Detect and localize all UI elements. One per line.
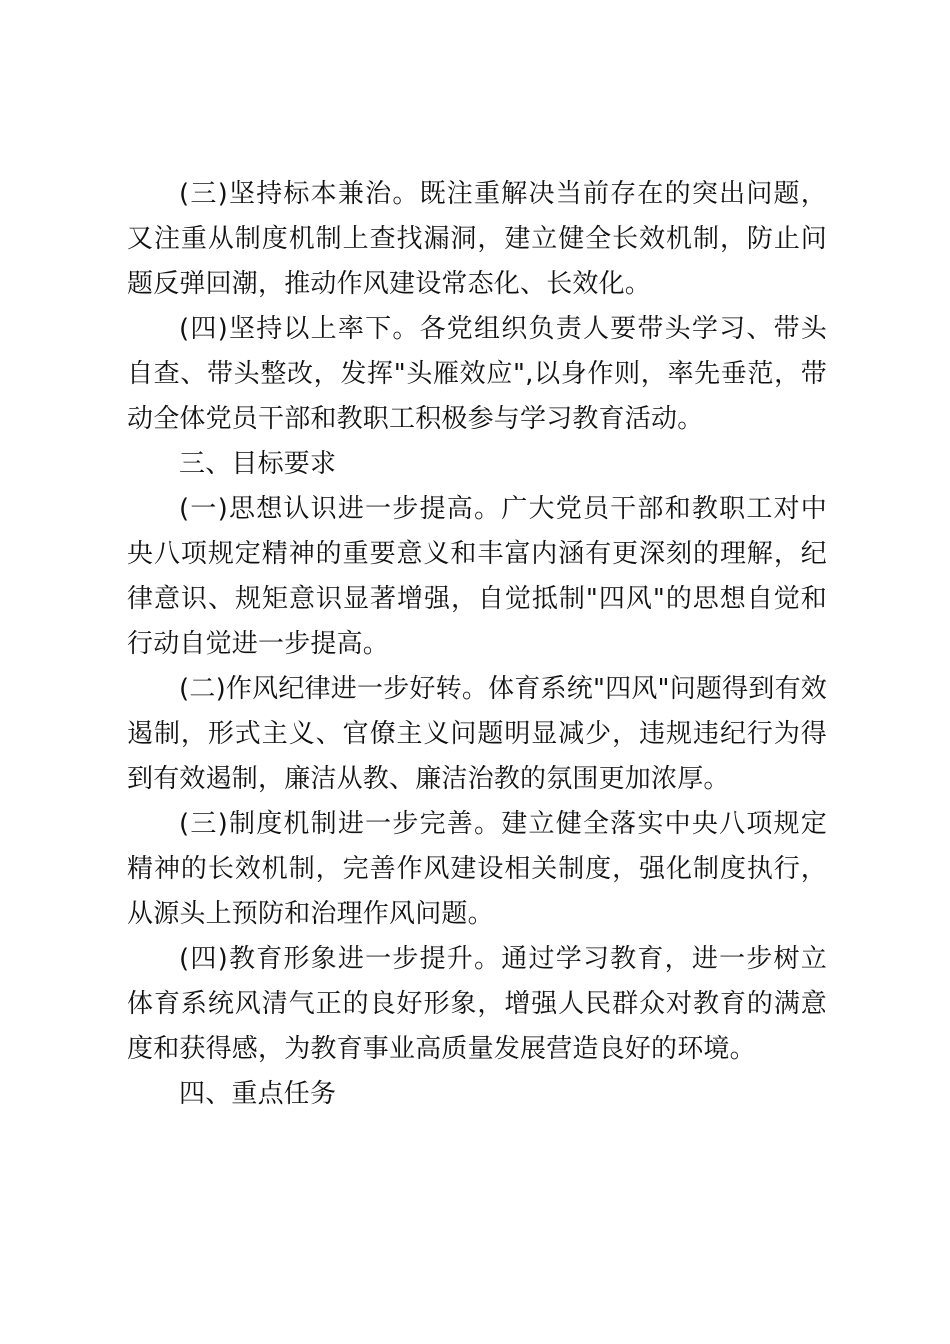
- paragraph-goal-discipline: (二)作风纪律进一步好转。体育系统"四风"问题得到有效遏制，形式主义、官僚主义问题明显减少，违规违纪行为得到有效遏制，廉洁从教、廉洁治教的氛围更加浓厚。: [127, 674, 827, 794]
- section-heading-key-tasks: 四、重点任务: [179, 1079, 337, 1109]
- section-heading-goals: 三、目标要求: [179, 449, 337, 479]
- paragraph-adhere-root-and-symptom: (三)坚持标本兼治。既注重解决当前存在的突出问题，又注重从制度机制上查找漏洞，建立健全长效机制，防止问题反弹回潮，推动作风建设常态化、长效化。: [127, 179, 827, 299]
- paragraph-goal-awareness: (一)思想认识进一步提高。广大党员干部和教职工对中央八项规定精神的重要意义和丰富内涵有更深刻的理解，纪律意识、规矩意识显著增强，自觉抵制"四风"的思想自觉和行动自觉进一步提高。: [127, 494, 827, 659]
- document-body: [127, 172, 827, 1117]
- paragraph-goal-institutions: (三)制度机制进一步完善。建立健全落实中央八项规定精神的长效机制，完善作风建设相关制度，强化制度执行，从源头上预防和治理作风问题。: [127, 809, 827, 929]
- paragraph-goal-image: (四)教育形象进一步提升。通过学习教育，进一步树立体育系统风清气正的良好形象，增强人民群众对教育的满意度和获得感，为教育事业高质量发展营造良好的环境。: [127, 944, 827, 1064]
- paragraph-lead-by-example: (四)坚持以上率下。各党组织负责人要带头学习、带头自查、带头整改，发挥"头雁效应",以身作则，率先垂范，带动全体党员干部和教职工积极参与学习教育活动。: [127, 314, 827, 434]
